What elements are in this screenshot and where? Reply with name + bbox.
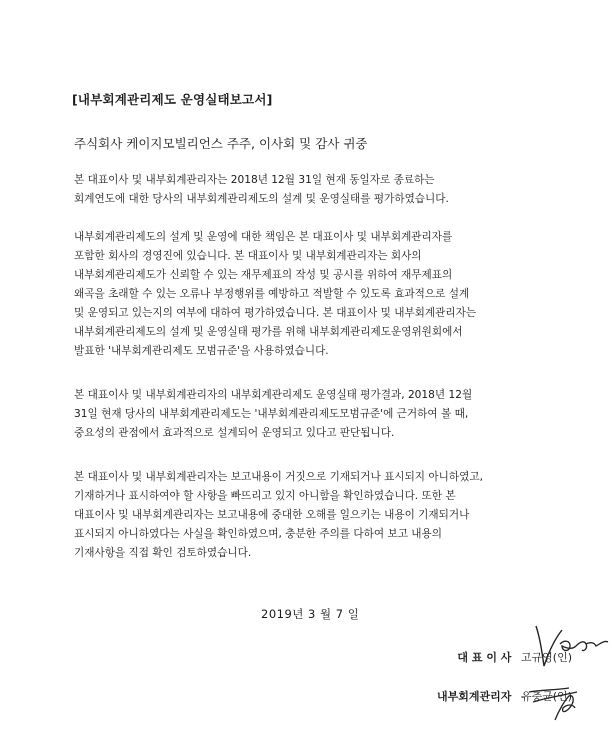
signatory-name: 고규영(인) <box>520 651 572 664</box>
signature-controller <box>437 688 572 704</box>
paragraph-line: 왜곡을 초래할 수 있는 오류나 부정행위를 예방하고 적발할 수 있도록 효과적으로 설계 <box>74 288 470 300</box>
paragraph-line: 내부회계관리제도의 설계 및 운영에 대한 책임은 본 대표이사 및 내부회계관리자를 <box>74 231 453 243</box>
paragraph-line: 본 대표이사 및 내부회계관리자는 2018년 12월 31일 현재 동일자로 종료하는 <box>74 174 435 186</box>
paragraph-line: 중요성의 관점에서 효과적으로 설계되어 운영되고 있다고 판단됩니다. <box>74 427 395 439</box>
signatory-role: 내부회계관리자 <box>437 690 512 703</box>
signatory-role: 대 표 이 사 <box>457 651 512 664</box>
paragraph-line: 31일 현재 당사의 내부회계관리제도는 '내부회계관리제도모범규준'에 근거하여 볼 때, <box>74 408 469 420</box>
handwritten-signature-ceo <box>530 618 612 674</box>
paragraph-line: 본 대표이사 및 내부회계관리자의 내부회계관리제도 운영실태 평가결과, 2018년 12월 <box>74 389 473 401</box>
paragraph-line: 기재사항을 직접 확인 검토하였습니다. <box>74 547 252 559</box>
paragraph-line: 발표한 '내부회계관리제도 모범규준'을 사용하였습니다. <box>74 345 329 357</box>
paragraph-4 <box>74 468 554 563</box>
paragraph-line: 회계연도에 대한 당사의 내부회계관리제도의 설계 및 운영실태를 평가하였습니다. <box>74 193 449 205</box>
report-date: 2019년 3 월 7 일 <box>261 607 360 621</box>
document-title: [내부회계관리제도 운영실태보고서] <box>72 92 273 107</box>
paragraph-3 <box>74 386 554 443</box>
signatory-name: 유충균(인) <box>520 690 572 703</box>
paragraph-line: 표시되지 아니하였다는 사실을 확인하였으며, 충분한 주의를 다하여 보고 내용의 <box>74 528 443 540</box>
paragraph-line: 및 운영되고 있는지의 여부에 대하여 평가하였습니다. 본 대표이사 및 내부회계관리자는 <box>74 307 477 319</box>
paragraph-line: 포함한 회사의 경영진에 있습니다. 본 대표이사 및 내부회계관리자는 회사의 <box>74 250 422 262</box>
paragraph-line: 내부회계관리제도가 신뢰할 수 있는 재무제표의 작성 및 공시를 위하여 재무제표의 <box>74 269 453 281</box>
addressee-line: 주식회사 케이지모빌리언스 주주, 이사회 및 감사 귀중 <box>74 136 368 151</box>
paragraph-line: 내부회계관리제도의 설계 및 운영실태 평가를 위해 내부회계관리제도운영위원회에서 <box>74 326 463 338</box>
signature-ceo <box>457 649 572 665</box>
paragraph-line: 본 대표이사 및 내부회계관리자는 보고내용이 거짓으로 기재되거나 표시되지 아니하였고, <box>74 471 483 483</box>
paragraph-line: 기재하거나 표시하여야 할 사항을 빠뜨리고 있지 아니함을 확인하였습니다. 또한 본 <box>74 490 456 502</box>
paragraph-1 <box>74 171 554 209</box>
paragraph-2 <box>74 228 554 361</box>
paragraph-line: 대표이사 및 내부회계관리자는 보고내용에 중대한 오해를 일으키는 내용이 기재되거나 <box>74 509 470 521</box>
